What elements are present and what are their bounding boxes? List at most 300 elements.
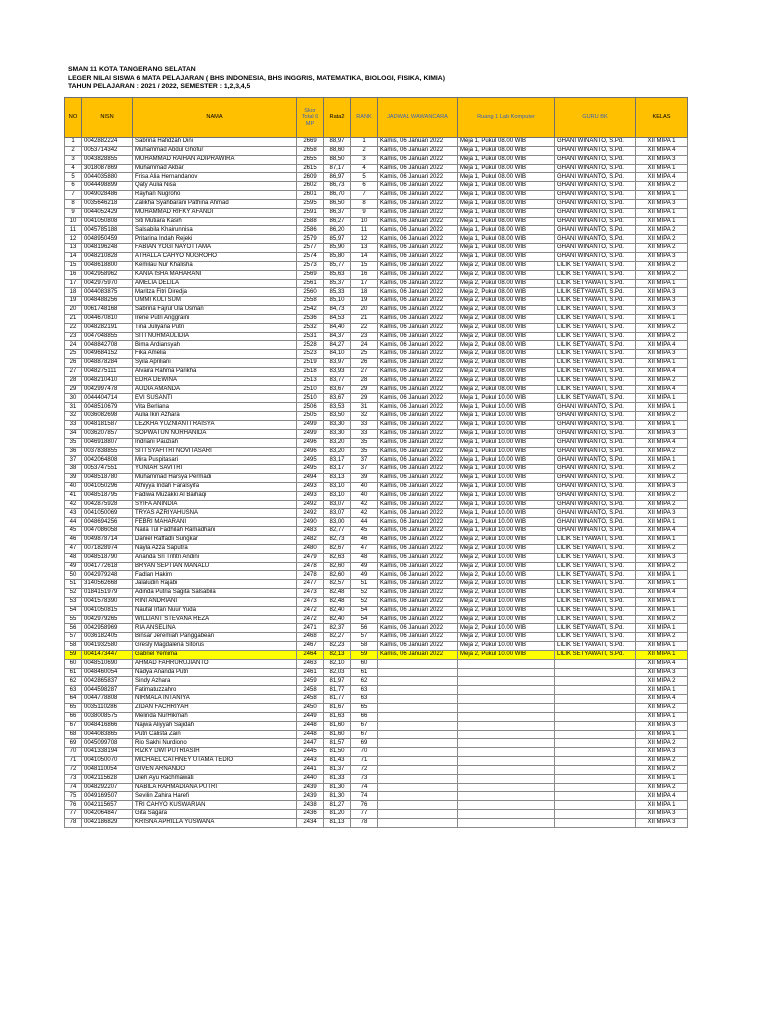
cell-ruang: [458, 712, 555, 721]
cell-rata2: 86,73: [324, 182, 351, 191]
cell-skor: 2443: [297, 757, 324, 766]
cell-skor: 2473: [297, 597, 324, 606]
cell-no: 5: [65, 173, 82, 182]
cell-kelas: XII MIPA 3: [636, 810, 688, 819]
cell-guru-bk: LILIK SETYAWATI, S.Pd.: [555, 341, 636, 350]
table-row: [65, 394, 688, 403]
cell-rata2: 81,27: [324, 801, 351, 810]
cell-skor: 2441: [297, 765, 324, 774]
cell-rank: 46: [351, 535, 378, 544]
cell-ruang: Meja 2, Pukul 08.00 WIB: [458, 376, 555, 385]
cell-jadwal: Kamis, 06 Januari 2022: [378, 367, 458, 376]
cell-skor: 2458: [297, 686, 324, 695]
cell-jadwal: Kamis, 06 Januari 2022: [378, 491, 458, 500]
cell-kelas: XII MIPA 1: [636, 801, 688, 810]
cell-rata2: 81,60: [324, 730, 351, 739]
cell-nisn: 0041772618: [82, 562, 133, 571]
cell-no: 2: [65, 146, 82, 155]
cell-no: 6: [65, 182, 82, 191]
cell-jadwal: Kamis, 06 Januari 2022: [378, 438, 458, 447]
table-row: [65, 518, 688, 527]
cell-jadwal: Kamis, 06 Januari 2022: [378, 633, 458, 642]
cell-jadwal: Kamis, 06 Januari 2022: [378, 474, 458, 483]
cell-no: 9: [65, 208, 82, 217]
table-row: [65, 199, 688, 208]
cell-nisn: 0038008575: [82, 712, 133, 721]
cell-rank: 20: [351, 306, 378, 315]
cell-jadwal: Kamis, 06 Januari 2022: [378, 306, 458, 315]
cell-nama: Syila Apriliani: [133, 359, 297, 368]
table-row: [65, 544, 688, 553]
cell-skor: 2493: [297, 482, 324, 491]
cell-nisn: 0044052429: [82, 208, 133, 217]
cell-no: 10: [65, 217, 82, 226]
cell-kelas: XII MIPA 2: [636, 474, 688, 483]
cell-ruang: Meja 2, Pukul 08.00 WIB: [458, 359, 555, 368]
cell-kelas: XII MIPA 1: [636, 314, 688, 323]
cell-rank: 32: [351, 412, 378, 421]
cell-skor: 2658: [297, 146, 324, 155]
cell-guru-bk: GHANI WINANTO, S.Pd.: [555, 527, 636, 536]
cell-no: 62: [65, 677, 82, 686]
cell-guru-bk: LILIK SETYAWATI, S.Pd.: [555, 367, 636, 376]
cell-guru-bk: LILIK SETYAWATI, S.Pd.: [555, 597, 636, 606]
cell-rata2: 82,03: [324, 668, 351, 677]
cell-guru-bk: GHANI WINANTO, S.Pd.: [555, 217, 636, 226]
cell-ruang: Meja 1, Pukul 08.00 WIB: [458, 164, 555, 173]
cell-guru-bk: [555, 668, 636, 677]
col-header-ruang: Ruang 1 Lab Komputer: [458, 98, 555, 138]
table-row: [65, 191, 688, 200]
cell-skor: 2483: [297, 527, 324, 536]
cell-guru-bk: LILIK SETYAWATI, S.Pd.: [555, 562, 636, 571]
cell-kelas: XII MIPA 1: [636, 650, 688, 659]
cell-jadwal: Kamis, 06 Januari 2022: [378, 226, 458, 235]
cell-nisn: 0042958962: [82, 270, 133, 279]
cell-jadwal: Kamis, 06 Januari 2022: [378, 394, 458, 403]
cell-rank: 37: [351, 465, 378, 474]
cell-no: 12: [65, 235, 82, 244]
table-row: [65, 217, 688, 226]
cell-kelas: XII MIPA 2: [636, 332, 688, 341]
table-row: [65, 783, 688, 792]
cell-rata2: 82,37: [324, 624, 351, 633]
cell-ruang: Meja 1, Pukul 10.00 WIB: [458, 518, 555, 527]
cell-rata2: 86,37: [324, 208, 351, 217]
cell-nisn: 0049684152: [82, 350, 133, 359]
cell-skor: 2448: [297, 730, 324, 739]
cell-nisn: 0042064808: [82, 456, 133, 465]
cell-kelas: XII MIPA 2: [636, 677, 688, 686]
table-row: [65, 474, 688, 483]
table-row: [65, 482, 688, 491]
cell-skor: 2447: [297, 739, 324, 748]
table-row: [65, 385, 688, 394]
cell-skor: 2467: [297, 642, 324, 651]
cell-kelas: XII MIPA 2: [636, 323, 688, 332]
cell-kelas: XII MIPA 3: [636, 288, 688, 297]
cell-ruang: Meja 2, Pukul 08.00 WIB: [458, 341, 555, 350]
cell-no: 63: [65, 686, 82, 695]
cell-nisn: 0041050808: [82, 217, 133, 226]
cell-skor: 2434: [297, 818, 324, 827]
cell-guru-bk: GHANI WINANTO, S.Pd.: [555, 173, 636, 182]
cell-ruang: [458, 765, 555, 774]
document-header: [68, 66, 445, 92]
cell-nama: NIRMALA INTANIYA: [133, 695, 297, 704]
cell-ruang: Meja 2, Pukul 10.00 WIB: [458, 642, 555, 651]
col-header-kelas: KELAS: [636, 98, 688, 138]
cell-rank: 21: [351, 314, 378, 323]
cell-skor: 2510: [297, 394, 324, 403]
cell-no: 48: [65, 553, 82, 562]
cell-nisn: 0047086058: [82, 527, 133, 536]
cell-nama: YUNIAR SAVITRI: [133, 465, 297, 474]
table-row: [65, 323, 688, 332]
cell-rank: 59: [351, 650, 378, 659]
cell-no: 71: [65, 757, 82, 766]
cell-ruang: [458, 659, 555, 668]
cell-nisn: 0036207857: [82, 429, 133, 438]
cell-rata2: 82,60: [324, 571, 351, 580]
cell-no: 15: [65, 261, 82, 270]
cell-nama: Adinda Putria Sagita Salsabila: [133, 589, 297, 598]
cell-jadwal: [378, 668, 458, 677]
cell-ruang: Meja 2, Pukul 08.00 WIB: [458, 367, 555, 376]
cell-rank: 13: [351, 244, 378, 253]
cell-kelas: XII MIPA 2: [636, 757, 688, 766]
cell-jadwal: Kamis, 06 Januari 2022: [378, 518, 458, 527]
cell-rata2: 83,17: [324, 456, 351, 465]
cell-rata2: 85,90: [324, 244, 351, 253]
cell-skor: 2493: [297, 491, 324, 500]
cell-no: 35: [65, 438, 82, 447]
table-row: [65, 421, 688, 430]
cell-ruang: Meja 1, Pukul 10.00 WIB: [458, 474, 555, 483]
table-row: [65, 155, 688, 164]
cell-rata2: 81,37: [324, 765, 351, 774]
cell-nama: Salsabila Khairunnisa: [133, 226, 297, 235]
cell-jadwal: [378, 686, 458, 695]
cell-rank: 61: [351, 668, 378, 677]
cell-ruang: [458, 686, 555, 695]
cell-nisn: 0048292207: [82, 783, 133, 792]
cell-ruang: Meja 1, Pukul 10.00 WIB: [458, 500, 555, 509]
cell-kelas: XII MIPA 1: [636, 606, 688, 615]
cell-rata2: 86,97: [324, 173, 351, 182]
cell-ruang: Meja 2, Pukul 10.00 WIB: [458, 553, 555, 562]
cell-ruang: Meja 1, Pukul 10.00 WIB: [458, 438, 555, 447]
cell-skor: 2461: [297, 668, 324, 677]
cell-skor: 2532: [297, 323, 324, 332]
cell-jadwal: Kamis, 06 Januari 2022: [378, 252, 458, 261]
cell-no: 46: [65, 535, 82, 544]
cell-ruang: [458, 818, 555, 827]
cell-ruang: Meja 1, Pukul 08.00 WIB: [458, 138, 555, 147]
cell-rank: 31: [351, 403, 378, 412]
cell-nisn: 0041473447: [82, 650, 133, 659]
cell-no: 37: [65, 456, 82, 465]
cell-kelas: XII MIPA 3: [636, 252, 688, 261]
table-row: [65, 252, 688, 261]
cell-jadwal: Kamis, 06 Januari 2022: [378, 412, 458, 421]
cell-rank: 9: [351, 208, 378, 217]
cell-ruang: [458, 774, 555, 783]
cell-nisn: 0048618800: [82, 261, 133, 270]
cell-nama: Sabrina Fajrul Ula Usman: [133, 306, 297, 315]
cell-guru-bk: LILIK SETYAWATI, S.Pd.: [555, 580, 636, 589]
cell-jadwal: [378, 677, 458, 686]
cell-rank: 44: [351, 518, 378, 527]
cell-nama: EVI SUSANTI: [133, 394, 297, 403]
table-row: [65, 527, 688, 536]
cell-jadwal: [378, 792, 458, 801]
cell-nisn: 0042064847: [82, 810, 133, 819]
cell-jadwal: [378, 757, 458, 766]
cell-jadwal: Kamis, 06 Januari 2022: [378, 199, 458, 208]
cell-guru-bk: [555, 721, 636, 730]
cell-rank: 73: [351, 774, 378, 783]
cell-rank: 42: [351, 509, 378, 518]
cell-guru-bk: GHANI WINANTO, S.Pd.: [555, 155, 636, 164]
table-row: [65, 668, 688, 677]
cell-nisn: 0042997478: [82, 385, 133, 394]
cell-rata2: 82,57: [324, 580, 351, 589]
cell-kelas: XII MIPA 1: [636, 191, 688, 200]
cell-rank: 12: [351, 235, 378, 244]
cell-rank: 60: [351, 659, 378, 668]
cell-ruang: Meja 1, Pukul 10.00 WIB: [458, 394, 555, 403]
cell-no: 18: [65, 288, 82, 297]
cell-nama: BRYAN SEPTIAN MANALU: [133, 562, 297, 571]
cell-no: 64: [65, 695, 82, 704]
table-row: [65, 748, 688, 757]
cell-rank: 48: [351, 553, 378, 562]
cell-rata2: 87,17: [324, 164, 351, 173]
cell-skor: 2463: [297, 659, 324, 668]
cell-rank: 11: [351, 226, 378, 235]
cell-nama: GIVEN ARNANDO: [133, 765, 297, 774]
cell-jadwal: [378, 774, 458, 783]
cell-kelas: XII MIPA 1: [636, 774, 688, 783]
cell-nisn: 0041050296: [82, 482, 133, 491]
cell-guru-bk: GHANI WINANTO, S.Pd.: [555, 403, 636, 412]
cell-nisn: 0048196248: [82, 244, 133, 253]
cell-no: 50: [65, 571, 82, 580]
cell-guru-bk: [555, 659, 636, 668]
cell-skor: 2569: [297, 270, 324, 279]
cell-nama: Alvaira Rahma Parikha: [133, 367, 297, 376]
cell-nisn: 0035110286: [82, 704, 133, 713]
cell-kelas: XII MIPA 3: [636, 350, 688, 359]
cell-jadwal: Kamis, 06 Januari 2022: [378, 482, 458, 491]
cell-guru-bk: LILIK SETYAWATI, S.Pd.: [555, 359, 636, 368]
cell-jadwal: Kamis, 06 Januari 2022: [378, 191, 458, 200]
cell-rank: 27: [351, 367, 378, 376]
cell-ruang: [458, 668, 555, 677]
cell-nisn: 0041338194: [82, 748, 133, 757]
cell-jadwal: Kamis, 06 Januari 2022: [378, 624, 458, 633]
cell-skor: 2478: [297, 562, 324, 571]
cell-nisn: 0048878284: [82, 359, 133, 368]
cell-kelas: XII MIPA 1: [636, 597, 688, 606]
col-header-no: NO: [65, 98, 82, 138]
cell-no: 55: [65, 615, 82, 624]
cell-ruang: Meja 1, Pukul 08.00 WIB: [458, 208, 555, 217]
cell-rata2: 82,48: [324, 597, 351, 606]
document-title: LEGER NILAI SISWA 6 MATA PELAJARAN ( BHS INDONESIA, BHS INGGRIS, MATEMATIKA, BIOLOGI, FISIKA, KIMIA): [68, 74, 445, 82]
cell-kelas: XII MIPA 2: [636, 412, 688, 421]
table-row: [65, 412, 688, 421]
cell-rank: 52: [351, 589, 378, 598]
cell-no: 11: [65, 226, 82, 235]
cell-no: 30: [65, 394, 82, 403]
cell-jadwal: Kamis, 06 Januari 2022: [378, 580, 458, 589]
cell-no: 16: [65, 270, 82, 279]
table-row: [65, 341, 688, 350]
cell-kelas: XII MIPA 4: [636, 367, 688, 376]
cell-kelas: XII MIPA 1: [636, 535, 688, 544]
cell-nisn: 0042186829: [82, 818, 133, 827]
cell-no: 54: [65, 606, 82, 615]
cell-rank: 15: [351, 261, 378, 270]
cell-kelas: XII MIPA 1: [636, 686, 688, 695]
cell-guru-bk: GHANI WINANTO, S.Pd.: [555, 447, 636, 456]
cell-rata2: 83,50: [324, 412, 351, 421]
cell-ruang: [458, 677, 555, 686]
cell-rata2: 81,63: [324, 712, 351, 721]
cell-nisn: 0046918807: [82, 438, 133, 447]
cell-kelas: XII MIPA 4: [636, 792, 688, 801]
cell-nisn: 0044778808: [82, 695, 133, 704]
cell-nisn: 0045785188: [82, 226, 133, 235]
cell-kelas: XII MIPA 3: [636, 553, 688, 562]
cell-rank: 62: [351, 677, 378, 686]
cell-nisn: 0041050070: [82, 757, 133, 766]
cell-nisn: 0044670810: [82, 314, 133, 323]
cell-rank: 67: [351, 721, 378, 730]
cell-ruang: Meja 1, Pukul 10.00 WIB: [458, 429, 555, 438]
cell-ruang: [458, 704, 555, 713]
cell-skor: 2495: [297, 456, 324, 465]
cell-nisn: 0042882224: [82, 138, 133, 147]
cell-rank: 3: [351, 155, 378, 164]
cell-nama: RIA ANSELINA: [133, 624, 297, 633]
cell-nama: Vita Berliana: [133, 403, 297, 412]
cell-guru-bk: [555, 730, 636, 739]
cell-rank: 52: [351, 597, 378, 606]
cell-guru-bk: GHANI WINANTO, S.Pd.: [555, 456, 636, 465]
cell-kelas: XII MIPA 4: [636, 173, 688, 182]
cell-kelas: XII MIPA 4: [636, 659, 688, 668]
table-row: [65, 500, 688, 509]
table-row: [65, 235, 688, 244]
cell-kelas: XII MIPA 2: [636, 633, 688, 642]
cell-nisn: 0048282191: [82, 323, 133, 332]
table-row: [65, 535, 688, 544]
cell-jadwal: Kamis, 06 Januari 2022: [378, 164, 458, 173]
cell-jadwal: Kamis, 06 Januari 2022: [378, 421, 458, 430]
cell-rata2: 83,10: [324, 491, 351, 500]
cell-ruang: Meja 1, Pukul 08.00 WIB: [458, 146, 555, 155]
cell-rata2: 82,67: [324, 544, 351, 553]
cell-nisn: 0044498899: [82, 182, 133, 191]
cell-skor: 2574: [297, 252, 324, 261]
cell-ruang: Meja 2, Pukul 10.00 WIB: [458, 562, 555, 571]
cell-guru-bk: GHANI WINANTO, S.Pd.: [555, 199, 636, 208]
cell-rank: 14: [351, 252, 378, 261]
cell-rata2: 86,70: [324, 191, 351, 200]
cell-nisn: 0044083875: [82, 288, 133, 297]
cell-rata2: 81,97: [324, 677, 351, 686]
cell-skor: 2490: [297, 518, 324, 527]
cell-rata2: 84,27: [324, 341, 351, 350]
cell-jadwal: Kamis, 06 Januari 2022: [378, 350, 458, 359]
cell-rata2: 84,73: [324, 306, 351, 315]
cell-kelas: XII MIPA 1: [636, 217, 688, 226]
cell-nama: Aulia Ikin Azhara: [133, 412, 297, 421]
cell-kelas: XII MIPA 3: [636, 748, 688, 757]
cell-rata2: 83,67: [324, 385, 351, 394]
cell-skor: 2602: [297, 182, 324, 191]
cell-guru-bk: GHANI WINANTO, S.Pd.: [555, 191, 636, 200]
cell-skor: 2439: [297, 792, 324, 801]
cell-nisn: 0048518780: [82, 474, 133, 483]
cell-guru-bk: GHANI WINANTO, S.Pd.: [555, 482, 636, 491]
cell-rata2: 81,67: [324, 704, 351, 713]
table-row: [65, 739, 688, 748]
cell-kelas: XII MIPA 4: [636, 589, 688, 598]
cell-jadwal: Kamis, 06 Januari 2022: [378, 279, 458, 288]
cell-skor: 2579: [297, 235, 324, 244]
cell-ruang: Meja 1, Pukul 10.00 WIB: [458, 527, 555, 536]
cell-ruang: Meja 1, Pukul 08.00 WIB: [458, 199, 555, 208]
cell-nama: Rayhan Nugroho: [133, 191, 297, 200]
cell-skor: 2601: [297, 191, 324, 200]
cell-guru-bk: [555, 739, 636, 748]
cell-jadwal: Kamis, 06 Januari 2022: [378, 297, 458, 306]
cell-no: 24: [65, 341, 82, 350]
cell-no: 44: [65, 518, 82, 527]
cell-rank: 56: [351, 624, 378, 633]
table-row: [65, 757, 688, 766]
cell-jadwal: Kamis, 06 Januari 2022: [378, 553, 458, 562]
cell-no: 65: [65, 704, 82, 713]
cell-kelas: XII MIPA 1: [636, 421, 688, 430]
cell-nisn: 0044083865: [82, 730, 133, 739]
cell-nama: Fadiwa Muzakki Al Baihaqi: [133, 491, 297, 500]
cell-nisn: 0042979265: [82, 615, 133, 624]
cell-rata2: 82,40: [324, 606, 351, 615]
cell-kelas: XII MIPA 1: [636, 518, 688, 527]
cell-nama: Sevilin Zahira Harefi: [133, 792, 297, 801]
cell-nisn: 0048275111: [82, 367, 133, 376]
cell-rata2: 83,20: [324, 447, 351, 456]
cell-skor: 2478: [297, 571, 324, 580]
cell-rank: 18: [351, 288, 378, 297]
cell-rata2: 83,00: [324, 518, 351, 527]
cell-nisn: 0043828855: [82, 155, 133, 164]
cell-jadwal: Kamis, 06 Januari 2022: [378, 208, 458, 217]
cell-skor: 2479: [297, 553, 324, 562]
cell-rata2: 82,23: [324, 642, 351, 651]
col-header-rank: RANK: [351, 98, 378, 138]
cell-nisn: 0053747551: [82, 465, 133, 474]
cell-nama: Muhammad Abdul Ghofur: [133, 146, 297, 155]
cell-ruang: Meja 1, Pukul 10.00 WIB: [458, 447, 555, 456]
cell-no: 51: [65, 580, 82, 589]
cell-nisn: 0049028486: [82, 191, 133, 200]
